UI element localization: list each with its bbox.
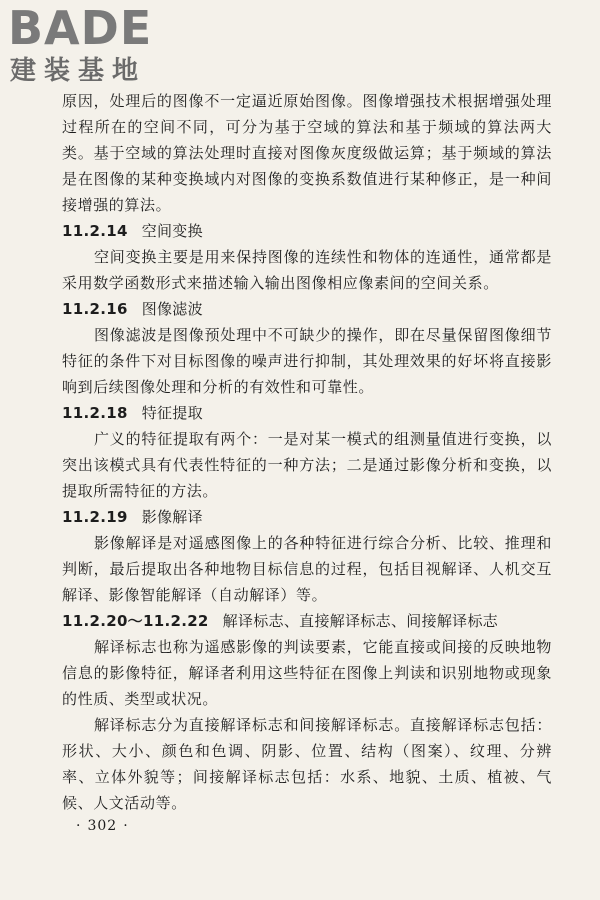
section-title: 图像滤波 [141,300,203,318]
section-number: 11.2.14 [62,222,128,240]
section-number: 11.2.18 [62,404,128,422]
paragraph: 原因，处理后的图像不一定逼近原始图像。图像增强技术根据增强处理过程所在的空间不同，可分为基于空域的算法和基于频域的算法两大类。基于空域的算法处理时直接对图像灰度级做运算；基于频域的算法是在图像的某种变换域内对图像的变换系数值进行某种修正，是一种间接增强的算法。 [62,92,552,214]
document-body [62,88,552,816]
paragraph: 空间变换主要是用来保持图像的连续性和物体的连通性，通常都是采用数学函数形式来描述输入输出图像相应像素间的空间关系。 [62,248,552,292]
page-number-dot-left: · [76,818,82,834]
page-footer [70,818,135,834]
section-title: 解译标志、直接解译标志、间接解译标志 [222,612,499,630]
paragraph: 图像滤波是图像预处理中不可缺少的操作，即在尽量保留图像细节特征的条件下对目标图像的噪声进行抑制，其处理效果的好坏将直接影响到后续图像处理和分析的有效性和可靠性。 [62,326,552,396]
section-number: 11.2.16 [62,300,128,318]
section-heading [62,504,552,530]
page-number: 302 [87,818,118,834]
section-heading [62,296,552,322]
paragraph: 解译标志分为直接解译标志和间接解译标志。直接解译标志包括：形状、大小、颜色和色调、阴影、位置、结构（图案）、纹理、分辨率、立体外貌等；间接解译标志包括：水系、地貌、土质、植被、气候、人文活动等。 [62,716,552,812]
paragraph: 广义的特征提取有两个：一是对某一模式的组测量值进行变换，以突出该模式具有代表性特征的一种方法；二是通过影像分析和变换，以提取所需特征的方法。 [62,430,552,500]
page-number-dot-right: · [123,818,129,834]
section-number: 11.2.20～11.2.22 [62,612,209,630]
section-heading [62,400,552,426]
section-number: 11.2.19 [62,508,128,526]
paragraph: 影像解译是对遥感图像上的各种特征进行综合分析、比较、推理和判断，最后提取出各种地物目标信息的过程，包括目视解译、人机交互解译、影像智能解译（自动解译）等。 [62,534,552,604]
section-title: 影像解译 [141,508,203,526]
paragraph: 解译标志也称为遥感影像的判读要素，它能直接或间接的反映地物信息的影像特征，解译者利用这些特征在图像上判读和识别地物或现象的性质、类型或状况。 [62,638,552,708]
section-heading [62,218,552,244]
section-title: 特征提取 [141,404,203,422]
logo-wordmark: BADE [8,1,153,55]
brand-logo [8,2,178,88]
section-title: 空间变换 [141,222,203,240]
logo-subtitle: 建装基地 [10,56,147,86]
section-heading [62,608,552,634]
